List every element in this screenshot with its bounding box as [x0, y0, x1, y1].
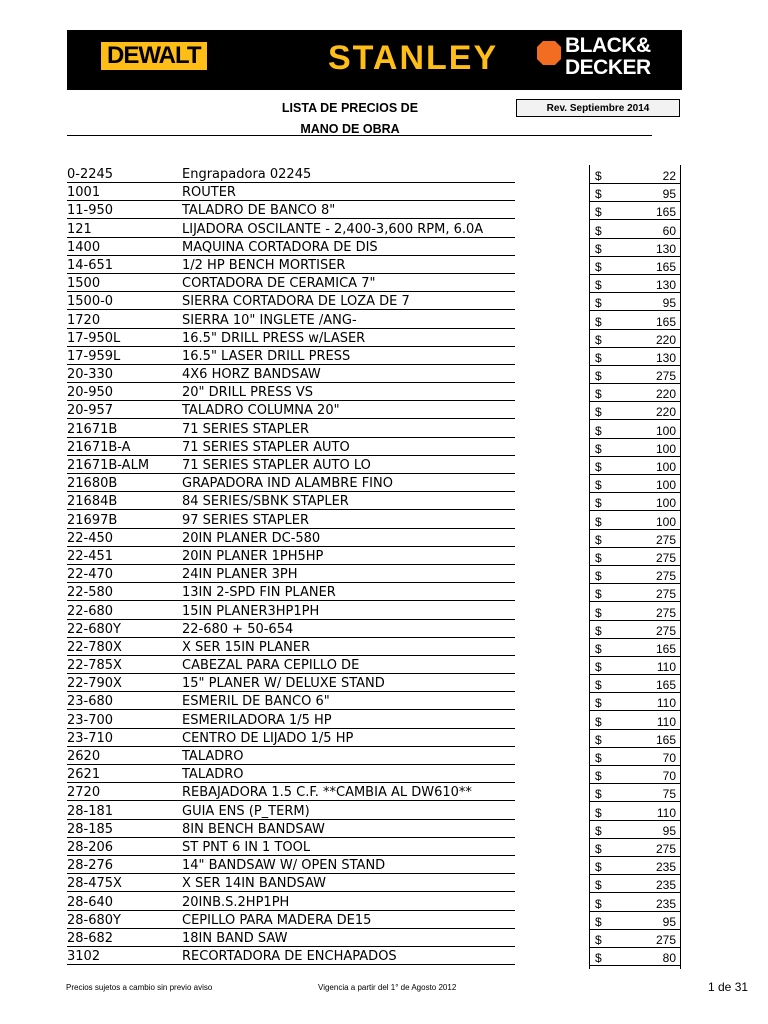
currency-symbol: $: [595, 205, 602, 220]
item-description: 20INB.S.2HP1PH: [182, 894, 290, 910]
item-description: SIERRA 10" INGLETE /ANG-: [182, 312, 357, 328]
price-amount: 100: [655, 514, 676, 529]
price-cell: [589, 314, 681, 330]
item-description: 24IN PLANER 3PH: [182, 567, 298, 583]
item-description: 97 SERIES STAPLER: [182, 512, 310, 528]
item-code: 23-700: [67, 712, 114, 728]
price-cell: [589, 423, 681, 439]
price-amount: 75: [662, 787, 676, 802]
item-code: 28-682: [67, 930, 114, 946]
price-cell: [589, 932, 681, 948]
table-row: [0, 456, 768, 474]
price-cell: [589, 950, 681, 966]
price-amount: 165: [655, 678, 676, 693]
item-code: 1720: [67, 312, 101, 328]
price-cell: [589, 495, 681, 511]
header-rule-right: [242, 135, 652, 136]
price-amount: 130: [655, 350, 676, 365]
currency-symbol: $: [595, 860, 602, 875]
price-cell: [589, 750, 681, 766]
price-amount: 100: [655, 441, 676, 456]
item-code: 21671B: [67, 421, 118, 437]
table-row: [0, 183, 768, 201]
currency-symbol: $: [595, 678, 602, 693]
price-cell: [589, 896, 681, 912]
table-row: [0, 656, 768, 674]
price-cell: [589, 586, 681, 602]
table-row: [0, 347, 768, 365]
currency-symbol: $: [595, 878, 602, 893]
price-cell: [589, 241, 681, 257]
item-description: REBAJADORA 1.5 C.F. **CAMBIA AL DW610**: [182, 785, 472, 801]
item-description: X SER 14IN BANDSAW: [182, 876, 326, 892]
currency-symbol: $: [595, 605, 602, 620]
currency-symbol: $: [595, 732, 602, 747]
item-description: 4X6 HORZ BANDSAW: [182, 367, 321, 383]
table-row: [0, 529, 768, 547]
currency-symbol: $: [595, 714, 602, 729]
currency-symbol: $: [595, 350, 602, 365]
currency-symbol: $: [595, 441, 602, 456]
price-cell: [589, 532, 681, 548]
item-code: 11-950: [67, 203, 114, 219]
revision-box: Rev. Septiembre 2014: [516, 99, 680, 117]
price-amount: 275: [655, 532, 676, 547]
currency-symbol: $: [595, 787, 602, 802]
price-amount: 100: [655, 460, 676, 474]
price-cell: [589, 641, 681, 657]
item-description: 71 SERIES STAPLER AUTO: [182, 439, 350, 455]
price-cell: [589, 386, 681, 402]
table-row: [0, 583, 768, 601]
black-and-decker-logo: [537, 35, 677, 85]
item-description: TALADRO: [182, 767, 244, 783]
stanley-logo: STANLEY: [328, 39, 499, 77]
price-amount: 95: [662, 187, 676, 202]
item-code: 21671B-ALM: [67, 458, 150, 473]
price-amount: 165: [655, 641, 676, 656]
price-cell: [589, 859, 681, 875]
item-description: 20IN PLANER DC-580: [182, 530, 321, 546]
table-row: [0, 329, 768, 347]
item-description: TALADRO COLUMNA 20": [182, 403, 340, 419]
price-amount: 275: [655, 550, 676, 565]
currency-symbol: $: [595, 696, 602, 711]
table-row: [0, 947, 768, 965]
item-code: 23-710: [67, 730, 114, 746]
price-cell: [589, 441, 681, 457]
price-cell: [589, 732, 681, 748]
item-description: CEPILLO PARA MADERA DE15: [182, 912, 372, 928]
item-description: 22-680 + 50-654: [182, 621, 294, 637]
table-row: [0, 401, 768, 419]
price-list: [0, 165, 768, 965]
price-cell: [589, 768, 681, 784]
price-amount: 110: [656, 714, 676, 729]
item-description: RECORTADORA DE ENCHAPADOS: [182, 949, 397, 965]
black-and-decker-octagon-icon: [537, 41, 561, 65]
item-description: ESMERIL DE BANCO 6": [182, 694, 330, 710]
price-cell: [589, 550, 681, 566]
item-code: 0-2245: [67, 167, 114, 182]
item-code: 22-780X: [67, 639, 122, 655]
currency-symbol: $: [595, 623, 602, 638]
item-description: CABEZAL PARA CEPILLO DE: [182, 658, 360, 674]
price-cell: [589, 877, 681, 893]
table-row: [0, 711, 768, 729]
currency-symbol: $: [595, 460, 602, 474]
item-code: 1001: [67, 185, 101, 201]
table-row: [0, 838, 768, 856]
table-row: [0, 383, 768, 401]
item-description: 71 SERIES STAPLER: [182, 421, 310, 437]
table-row: [0, 438, 768, 456]
table-row: [0, 511, 768, 529]
table-row: [0, 783, 768, 801]
table-row: [0, 874, 768, 892]
table-row: [0, 256, 768, 274]
price-amount: 100: [655, 478, 676, 493]
price-amount: 110: [656, 805, 676, 820]
currency-symbol: $: [595, 641, 602, 656]
item-code: 22-790X: [67, 676, 122, 692]
item-code: 3102: [67, 949, 101, 965]
item-code: 14-651: [67, 257, 114, 273]
table-row: [0, 929, 768, 947]
item-description: TALADRO DE BANCO 8": [182, 203, 336, 219]
item-code: 21684B: [67, 494, 118, 510]
item-description: ESMERILADORA 1/5 HP: [182, 712, 332, 728]
table-row: [0, 747, 768, 765]
price-amount: 275: [655, 605, 676, 620]
page-number: 1 de 31: [708, 980, 749, 994]
price-amount: 60: [662, 223, 676, 238]
row-underline: [67, 964, 515, 965]
table-row: [0, 238, 768, 256]
currency-symbol: $: [595, 823, 602, 838]
bd-word-decker: DECKER: [565, 56, 651, 79]
price-cell: [589, 368, 681, 384]
item-description: 14" BANDSAW W/ OPEN STAND: [182, 858, 386, 874]
currency-symbol: $: [595, 896, 602, 911]
currency-symbol: $: [595, 259, 602, 274]
item-code: 28-206: [67, 839, 114, 855]
currency-symbol: $: [595, 387, 602, 402]
black-and-decker-wordmark: [565, 35, 651, 79]
price-amount: 165: [655, 732, 676, 747]
currency-symbol: $: [595, 332, 602, 347]
price-amount: 130: [655, 278, 676, 293]
item-code: 2621: [67, 767, 101, 783]
item-description: 84 SERIES/SBNK STAPLER: [182, 494, 349, 510]
table-row: [0, 547, 768, 565]
currency-symbol: $: [595, 423, 602, 438]
document-title-line2: MANO DE OBRA: [300, 122, 400, 136]
price-amount: 95: [662, 914, 676, 929]
price-cell: [589, 332, 681, 348]
currency-symbol: $: [595, 951, 602, 966]
currency-symbol: $: [595, 496, 602, 511]
item-description: 18IN BAND SAW: [182, 930, 288, 946]
price-amount: 275: [655, 623, 676, 638]
item-code: 21671B-A: [67, 439, 131, 455]
item-code: 22-451: [67, 548, 114, 564]
price-amount: 70: [662, 769, 676, 784]
price-cell: [589, 477, 681, 493]
table-row: [0, 492, 768, 510]
price-amount: 165: [655, 314, 676, 329]
price-cell: [589, 459, 681, 475]
item-description: 1/2 HP BENCH MORTISER: [182, 257, 346, 273]
table-row: [0, 565, 768, 583]
currency-symbol: $: [595, 514, 602, 529]
item-code: 121: [67, 221, 92, 237]
table-row: [0, 602, 768, 620]
currency-symbol: $: [595, 841, 602, 856]
item-code: 22-680: [67, 603, 114, 619]
price-cell: [589, 677, 681, 693]
item-code: 20-950: [67, 385, 114, 401]
item-code: 22-580: [67, 585, 114, 601]
table-row: [0, 820, 768, 838]
item-description: SIERRA CORTADORA DE LOZA DE 7: [182, 294, 410, 310]
currency-symbol: $: [595, 805, 602, 820]
item-description: GUIA ENS (P_TERM): [182, 803, 310, 819]
price-cell: [589, 805, 681, 821]
price-cell: [589, 404, 681, 420]
item-description: 13IN 2-SPD FIN PLANER: [182, 585, 336, 601]
currency-symbol: $: [595, 369, 602, 384]
footer-validity: Vigencia a partir del 1° de Agosto 2012: [318, 983, 457, 992]
item-description: 16.5" LASER DRILL PRESS: [182, 348, 351, 364]
item-code: 22-680Y: [67, 621, 121, 637]
price-amount: 275: [655, 569, 676, 584]
table-row: [0, 292, 768, 310]
table-row: [0, 765, 768, 783]
price-cell: [589, 786, 681, 802]
price-cell: [589, 223, 681, 239]
price-amount: 100: [655, 496, 676, 511]
price-amount: 100: [655, 423, 676, 438]
price-cell: [589, 204, 681, 220]
item-description: X SER 15IN PLANER: [182, 639, 311, 655]
price-cell: [589, 568, 681, 584]
table-row: [0, 201, 768, 219]
item-code: 1500: [67, 276, 101, 292]
item-description: 20" DRILL PRESS VS: [182, 385, 314, 401]
item-code: 28-185: [67, 821, 114, 837]
table-row: [0, 365, 768, 383]
price-amount: 80: [662, 951, 676, 966]
price-amount: 95: [662, 296, 676, 311]
item-code: 17-950L: [67, 330, 121, 346]
price-cell: [589, 823, 681, 839]
item-description: CORTADORA DE CERAMICA 7": [182, 276, 376, 292]
item-code: 20-957: [67, 403, 114, 419]
price-cell: [589, 659, 681, 675]
currency-symbol: $: [595, 169, 602, 183]
price-amount: 275: [655, 841, 676, 856]
price-amount: 70: [662, 751, 676, 765]
currency-symbol: $: [595, 587, 602, 602]
currency-symbol: $: [595, 532, 602, 547]
table-row: [0, 638, 768, 656]
price-cell: [589, 714, 681, 730]
table-row: [0, 674, 768, 692]
price-amount: 220: [655, 405, 676, 420]
price-amount: 275: [655, 587, 676, 602]
item-description: 20IN PLANER 1PH5HP: [182, 548, 324, 564]
table-row: [0, 311, 768, 329]
price-cell: [589, 350, 681, 366]
brand-banner: [67, 30, 682, 90]
price-cell: [589, 186, 681, 202]
currency-symbol: $: [595, 751, 602, 765]
price-cell: [589, 623, 681, 639]
item-code: 28-181: [67, 803, 114, 819]
price-amount: 220: [655, 387, 676, 402]
price-amount: 110: [656, 696, 676, 711]
price-amount: 22: [662, 169, 676, 183]
currency-symbol: $: [595, 314, 602, 329]
item-description: ST PNT 6 IN 1 TOOL: [182, 839, 311, 855]
item-description: 15IN PLANER3HP1PH: [182, 603, 320, 619]
document-title-line1: LISTA DE PRECIOS DE: [281, 101, 419, 115]
item-code: 1500-0: [67, 294, 114, 310]
currency-symbol: $: [595, 569, 602, 584]
table-row: [0, 729, 768, 747]
bd-word-black: BLACK&: [565, 34, 651, 57]
table-row: [0, 420, 768, 438]
table-row: [0, 856, 768, 874]
currency-symbol: $: [595, 769, 602, 784]
item-description: 8IN BENCH BANDSAW: [182, 821, 325, 837]
item-code: 2720: [67, 785, 101, 801]
table-row: [0, 893, 768, 911]
item-code: 2620: [67, 749, 101, 764]
header-rule-left: [67, 135, 242, 136]
table-row: [0, 220, 768, 238]
price-cell: [589, 259, 681, 275]
currency-symbol: $: [595, 223, 602, 238]
item-code: 23-680: [67, 694, 114, 710]
currency-symbol: $: [595, 278, 602, 293]
price-cell: [589, 277, 681, 293]
dewalt-logo: DEWALT: [101, 42, 207, 70]
item-description: Engrapadora 02245: [182, 167, 312, 182]
item-description: LIJADORA OSCILANTE - 2,400-3,600 RPM, 6.0A: [182, 221, 484, 237]
currency-symbol: $: [595, 478, 602, 493]
item-description: 16.5" DRILL PRESS w/LASER: [182, 330, 366, 346]
item-code: 28-640: [67, 894, 114, 910]
price-cell: [589, 695, 681, 711]
table-row: [0, 802, 768, 820]
currency-symbol: $: [595, 405, 602, 420]
item-description: GRAPADORA IND ALAMBRE FINO: [182, 476, 393, 492]
table-row: [0, 274, 768, 292]
item-code: 22-785X: [67, 658, 122, 674]
price-cell: [589, 168, 681, 184]
item-code: 28-475X: [67, 876, 122, 892]
price-amount: 275: [655, 932, 676, 947]
item-description: MAQUINA CORTADORA DE DIS: [182, 239, 378, 255]
price-amount: 235: [655, 860, 676, 875]
currency-symbol: $: [595, 550, 602, 565]
table-row: [0, 620, 768, 638]
price-amount: 235: [655, 878, 676, 893]
table-row: [0, 474, 768, 492]
price-cell: [589, 914, 681, 930]
price-amount: 275: [655, 369, 676, 384]
item-code: 22-470: [67, 567, 114, 583]
currency-symbol: $: [595, 241, 602, 256]
price-cell: [589, 514, 681, 530]
item-code: 1400: [67, 239, 101, 255]
price-amount: 95: [662, 823, 676, 838]
item-code: 21697B: [67, 512, 118, 528]
item-code: 20-330: [67, 367, 114, 383]
currency-symbol: $: [595, 187, 602, 202]
table-row: [0, 911, 768, 929]
item-code: 17-959L: [67, 348, 121, 364]
price-amount: 220: [655, 332, 676, 347]
price-cell: [589, 605, 681, 621]
price-amount: 110: [656, 660, 676, 675]
item-code: 21680B: [67, 476, 118, 492]
currency-symbol: $: [595, 932, 602, 947]
table-row: [0, 692, 768, 710]
item-description: 71 SERIES STAPLER AUTO LO: [182, 458, 371, 473]
price-amount: 130: [655, 241, 676, 256]
price-cell: [589, 295, 681, 311]
item-description: TALADRO: [182, 749, 244, 764]
price-amount: 165: [655, 205, 676, 220]
table-row: [0, 165, 768, 183]
currency-symbol: $: [595, 660, 602, 675]
currency-symbol: $: [595, 914, 602, 929]
price-amount: 165: [655, 259, 676, 274]
footer-note: Precios sujetos a cambio sin previo aviso: [66, 983, 213, 992]
item-description: ROUTER: [182, 185, 236, 201]
item-description: CENTRO DE LIJADO 1/5 HP: [182, 730, 354, 746]
price-amount: 235: [655, 896, 676, 911]
price-cell: [589, 841, 681, 857]
item-description: 15" PLANER W/ DELUXE STAND: [182, 676, 385, 692]
currency-symbol: $: [595, 296, 602, 311]
item-code: 28-680Y: [67, 912, 121, 928]
item-code: 22-450: [67, 530, 114, 546]
item-code: 28-276: [67, 858, 114, 874]
